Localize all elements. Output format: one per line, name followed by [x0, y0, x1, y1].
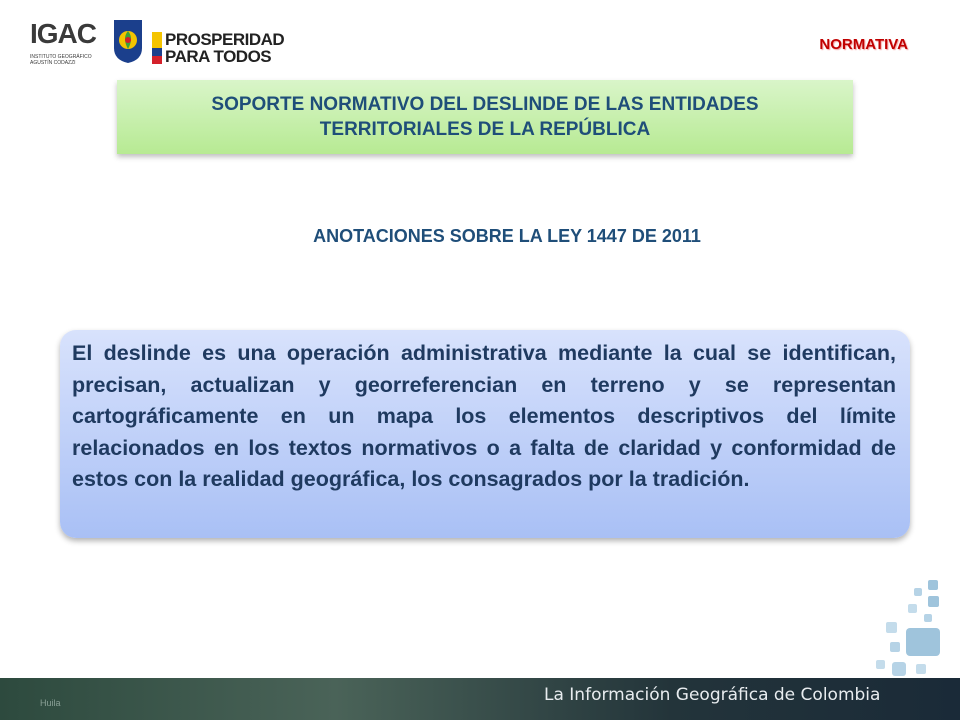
footer-tagline: La Información Geográfica de Colombia — [544, 685, 881, 705]
definition-text: El deslinde es una operación administrativa mediante la cual se identifican, precisan, actualizan y georreferencian en terreno y se representan cartográficamente en un mapa los elementos descriptivos del límite relacionados en los textos normativos o a falta de claridad y conformidad de estos con la realidad geográfica, los consagrados por la tradición. — [72, 341, 896, 491]
igac-wordmark: IGAC — [30, 18, 96, 49]
title-box — [117, 80, 853, 154]
colombia-flag-icon — [152, 32, 162, 64]
igac-subtitle-line2: AGUSTÍN CODAZZI — [30, 60, 76, 66]
footer-place-label: Huila — [40, 698, 61, 708]
igac-logo — [30, 18, 140, 70]
prosperidad-logo — [152, 30, 292, 68]
slide-subtitle: ANOTACIONES SOBRE LA LEY 1447 DE 2011 — [313, 226, 701, 246]
igac-subtitle — [30, 54, 92, 66]
definition-box — [60, 330, 910, 538]
prosperidad-line2: PARA TODOS — [165, 47, 272, 66]
section-label: NORMATIVA — [819, 36, 908, 53]
slide-title: SOPORTE NORMATIVO DEL DESLINDE DE LAS ENTIDADES TERRITORIALES DE LA REPÚBLICA — [211, 94, 759, 140]
prosperidad-line1: PROSPERIDAD — [165, 30, 285, 49]
footer-bar — [0, 678, 960, 720]
igac-shield-icon — [112, 18, 144, 64]
igac-subtitle-line1: INSTITUTO GEOGRÁFICO — [30, 54, 92, 60]
